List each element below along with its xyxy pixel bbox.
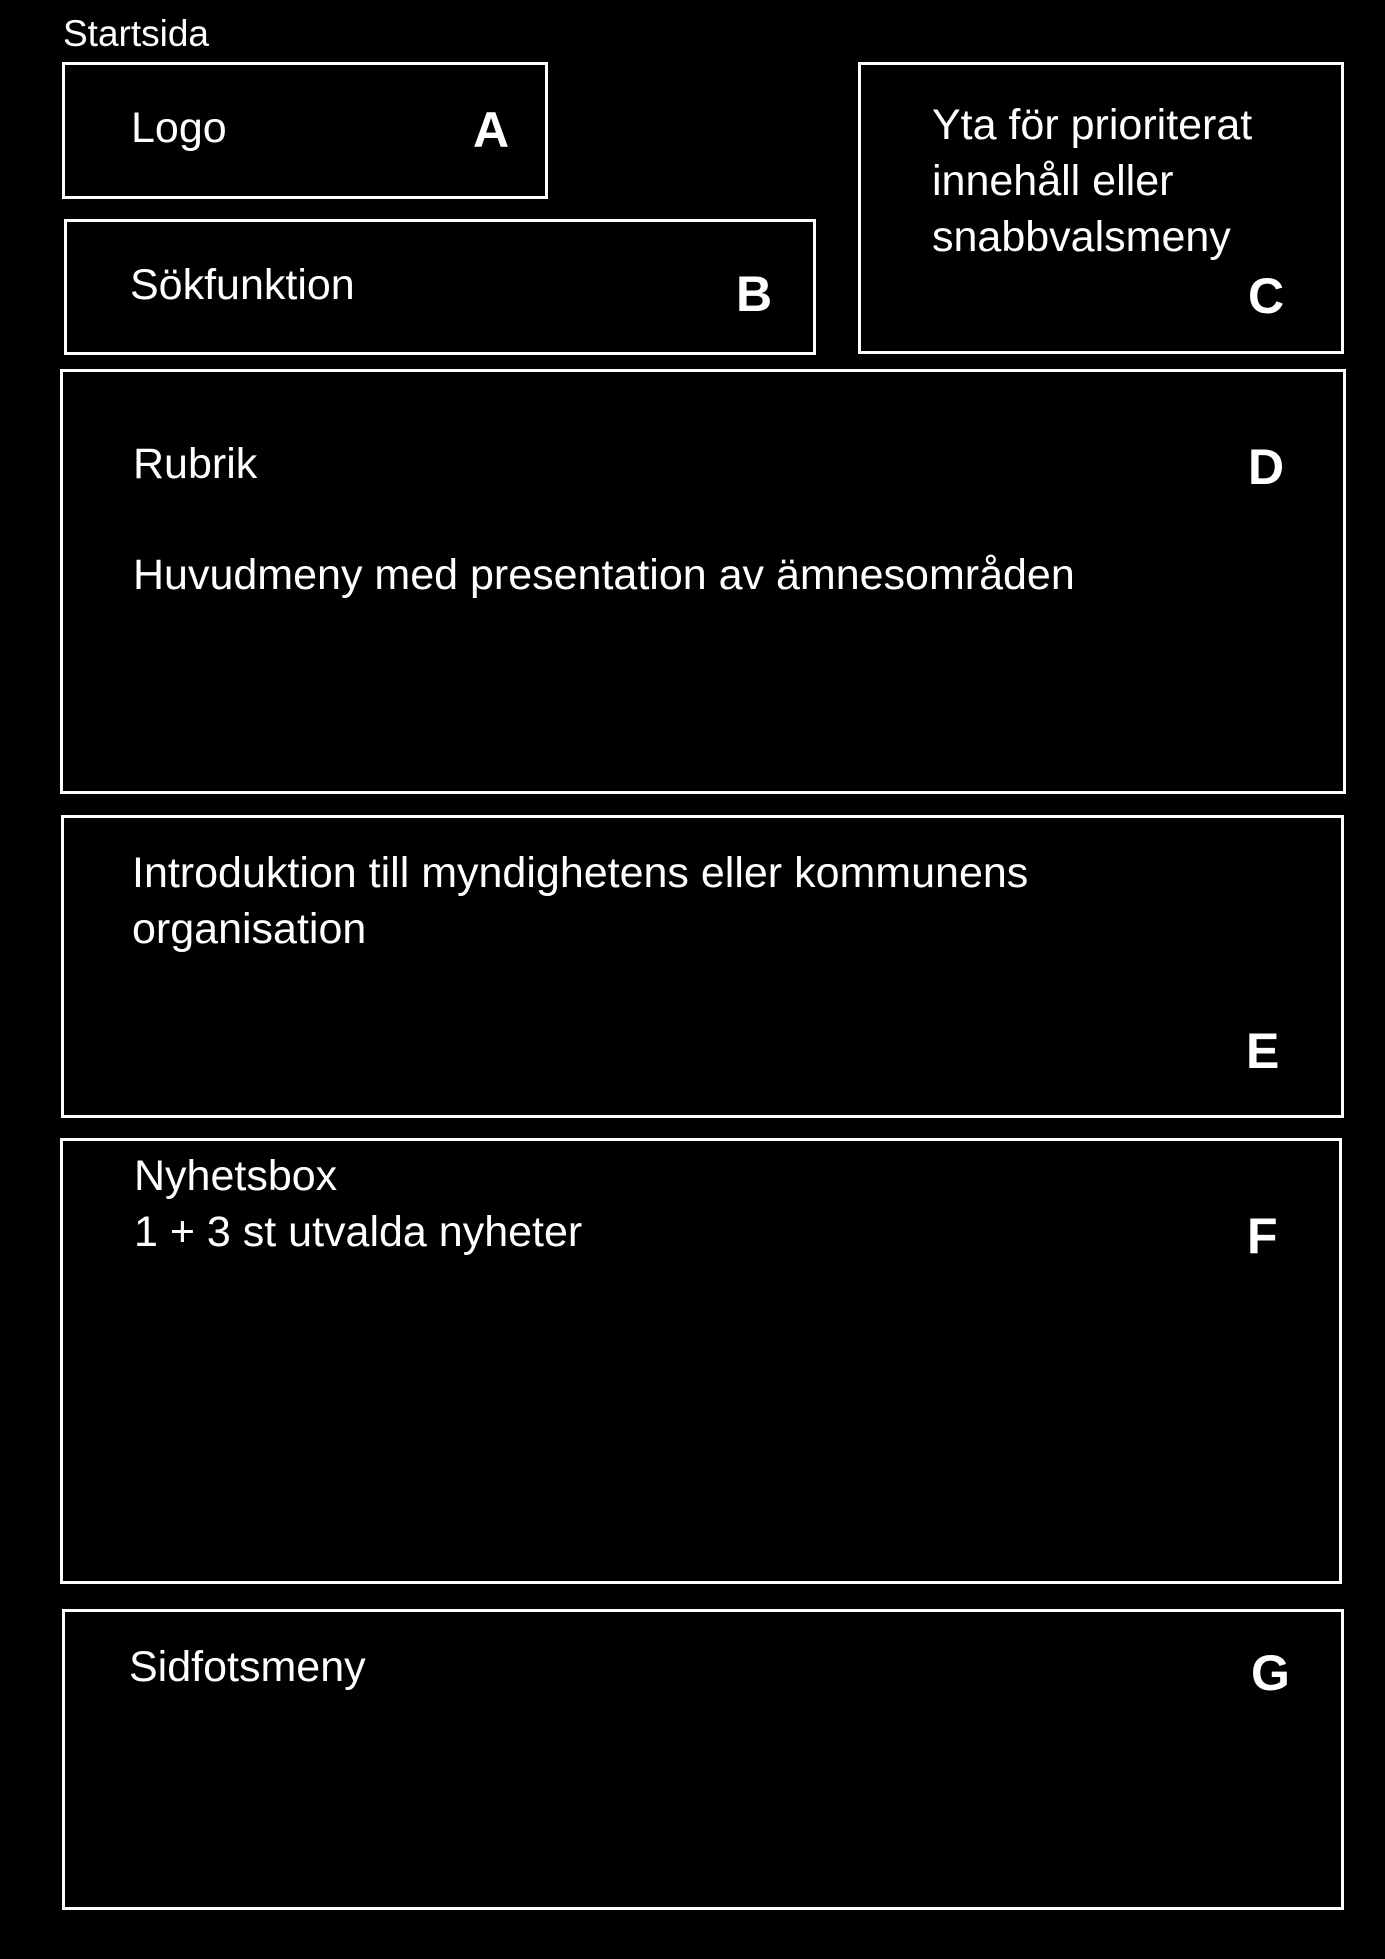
- priority-content-line-2: innehåll eller: [932, 157, 1174, 205]
- section-letter-b: B: [736, 266, 773, 322]
- organisation-intro-label: [132, 845, 1028, 957]
- news-box-line-2: 1 + 3 st utvalda nyheter: [134, 1208, 583, 1256]
- section-letter-c: C: [1248, 268, 1285, 324]
- section-letter-a: A: [473, 102, 510, 158]
- section-letter-f: F: [1247, 1208, 1278, 1264]
- news-box-area: [60, 1138, 1342, 1584]
- main-menu-area: [60, 369, 1346, 794]
- section-letter-d: D: [1248, 439, 1285, 495]
- search-label: Sökfunktion: [130, 261, 355, 309]
- priority-content-line-1: Yta för prioriterat: [932, 101, 1253, 149]
- news-box-line-1: Nyhetsbox: [134, 1152, 338, 1200]
- main-menu-label: Huvudmeny med presentation av ämnesområden: [133, 551, 1075, 599]
- priority-content-area: [858, 62, 1344, 354]
- logo-label: Logo: [131, 104, 227, 152]
- main-heading-label: Rubrik: [133, 440, 258, 488]
- logo-area: [62, 62, 548, 199]
- organisation-intro-line-2: organisation: [132, 905, 367, 953]
- footer-menu-label: Sidfotsmeny: [129, 1643, 366, 1691]
- news-box-label: [134, 1148, 582, 1260]
- priority-content-line-3: snabbvalsmeny: [932, 213, 1231, 261]
- priority-content-label: [932, 97, 1252, 265]
- section-letter-g: G: [1251, 1645, 1290, 1701]
- page-title: Startsida: [63, 13, 210, 54]
- section-letter-e: E: [1246, 1023, 1280, 1079]
- footer-menu-area: [62, 1609, 1344, 1910]
- organisation-intro-area: [61, 815, 1344, 1118]
- search-area: [64, 219, 816, 355]
- organisation-intro-line-1: Introduktion till myndighetens eller kommunens: [132, 849, 1029, 897]
